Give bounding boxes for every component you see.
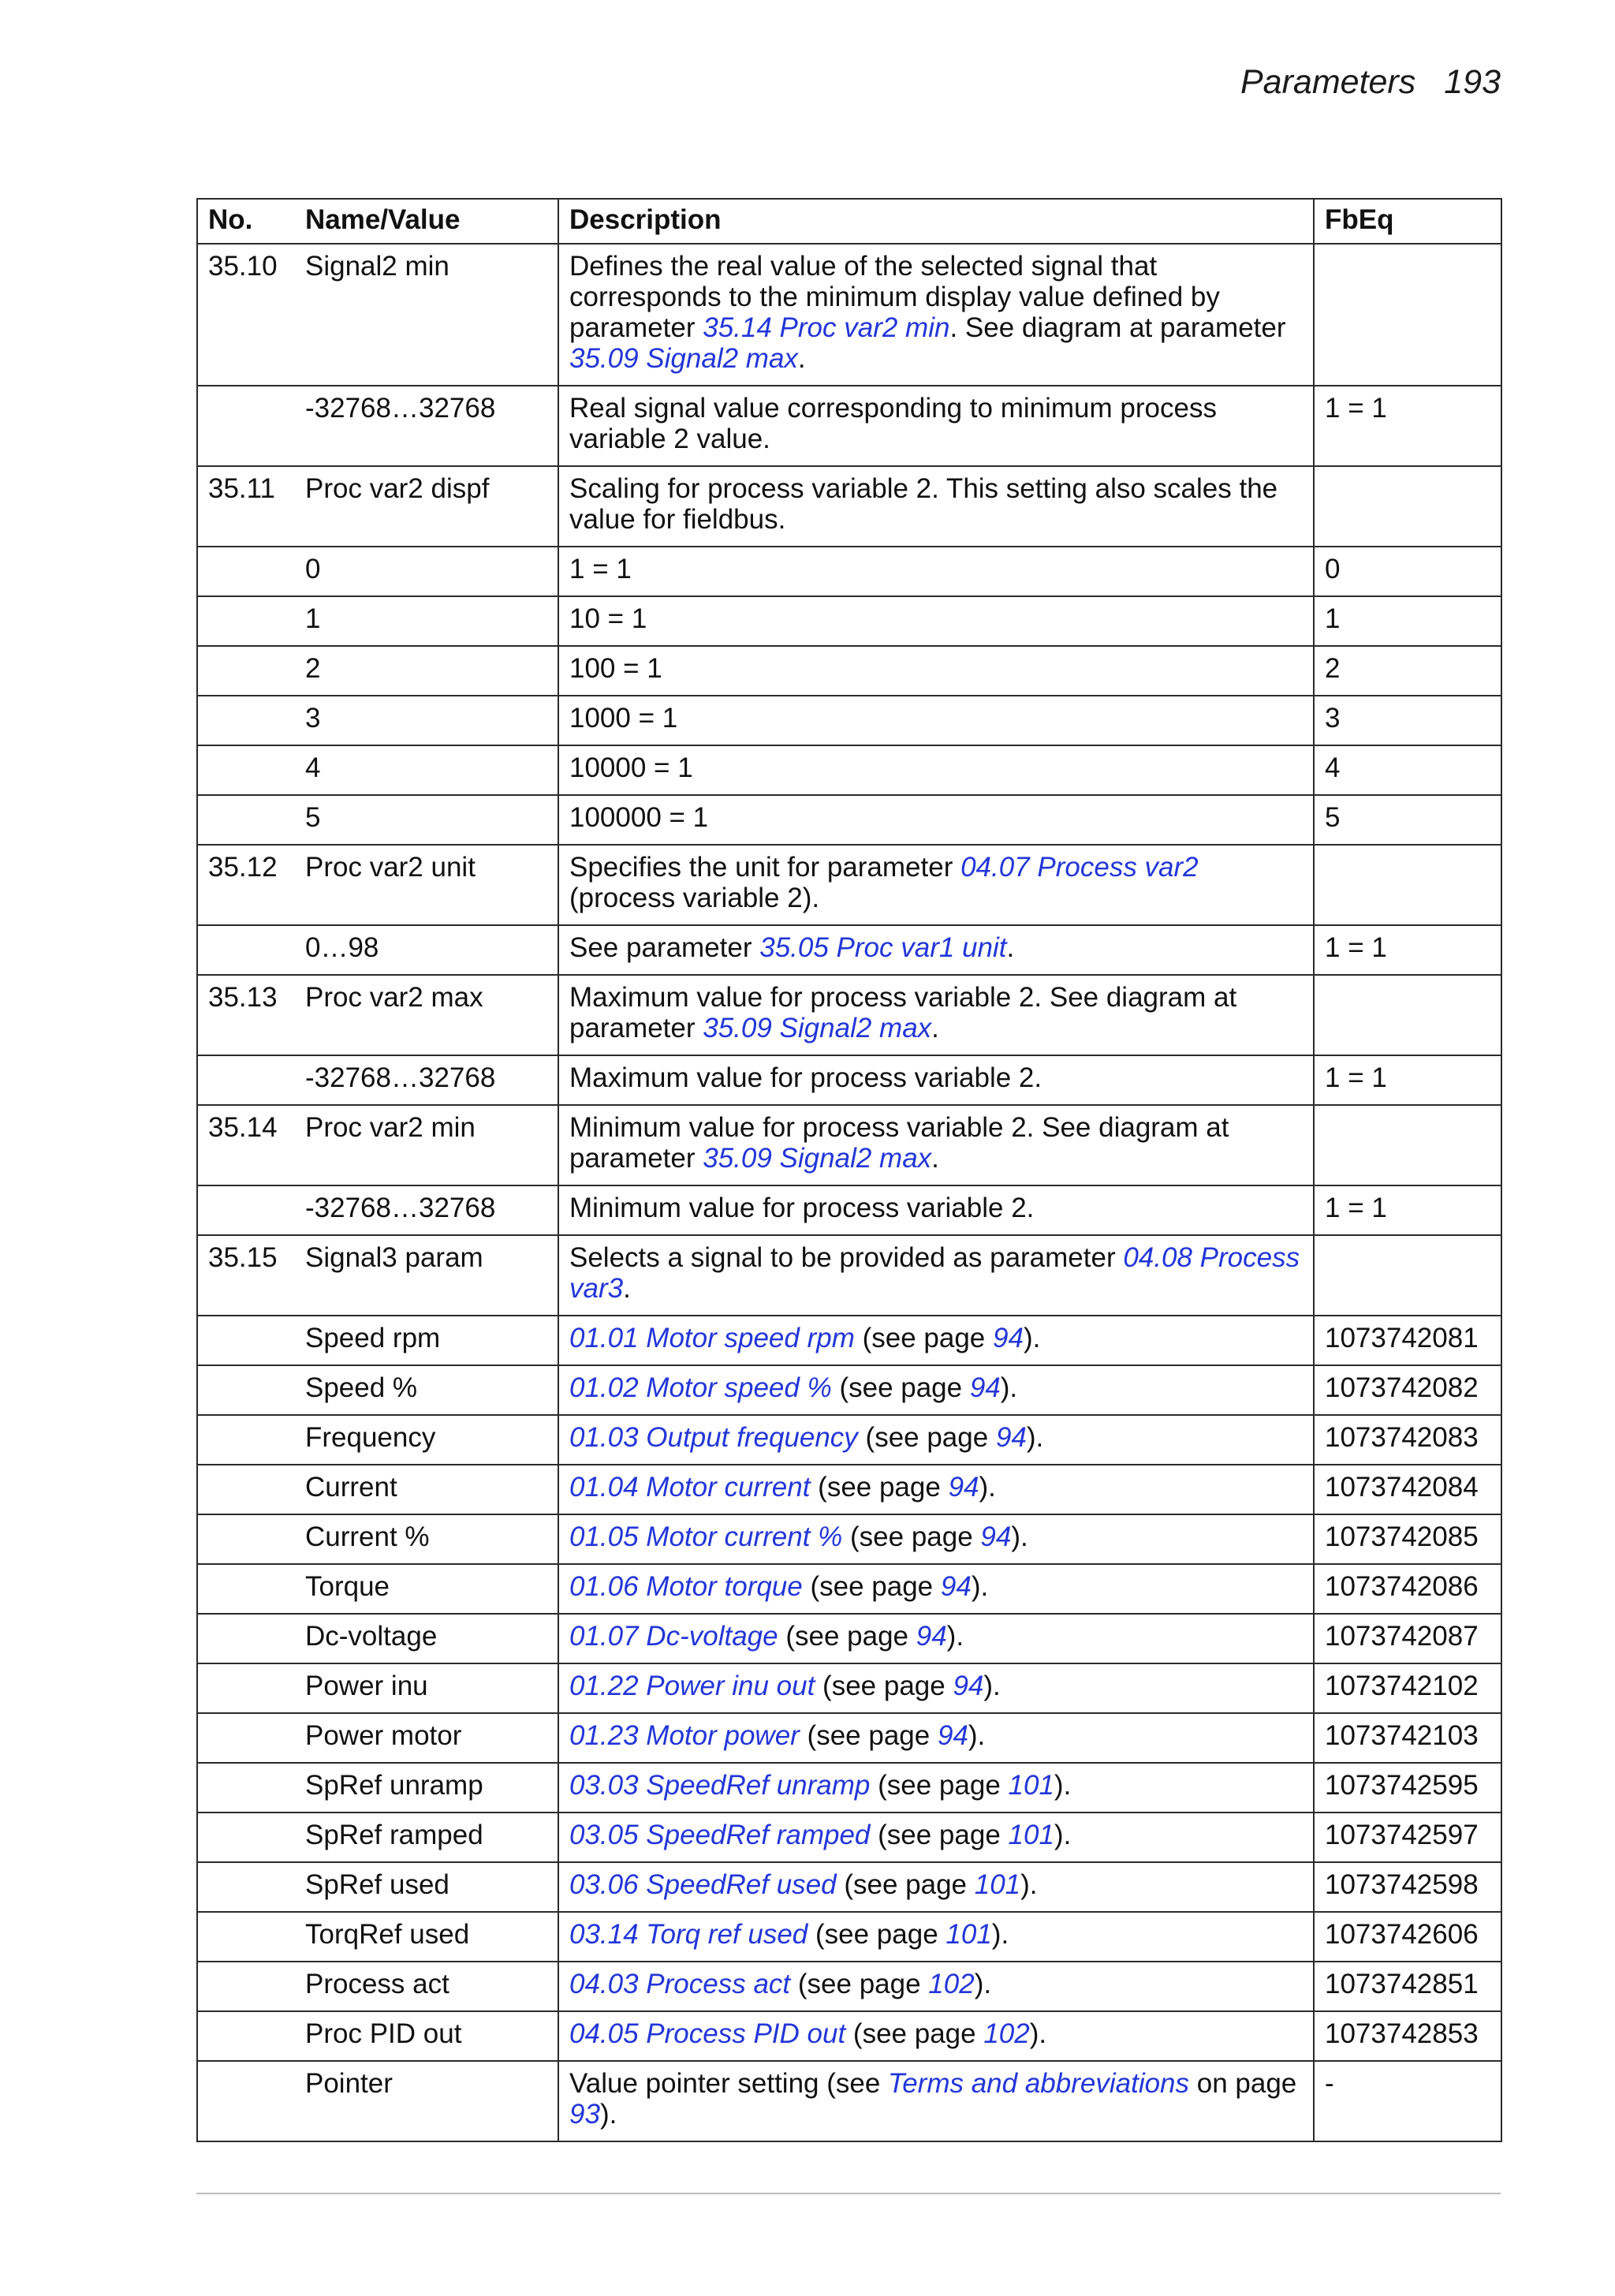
description-text: ).: [983, 1671, 1001, 1701]
table-row: [197, 975, 1501, 1055]
description-text: (see page: [799, 1720, 938, 1751]
description-cell: [558, 1055, 1314, 1105]
param-number-cell: [197, 1415, 295, 1465]
description-cell: [558, 1862, 1314, 1912]
table-row: [197, 1465, 1501, 1514]
description-text: Defines the real value of the selected signal that corresponds to the minimum display value defined by parameter: [569, 251, 1220, 343]
name-value-cell: Power motor: [295, 1713, 558, 1763]
cross-reference-link[interactable]: 04.07 Process var2: [960, 852, 1199, 883]
fbeq-cell: 1073742103: [1314, 1713, 1501, 1763]
fbeq-cell: [1314, 975, 1501, 1055]
name-value-cell: 4: [295, 745, 558, 795]
fbeq-cell: 1073742606: [1314, 1912, 1501, 1962]
fbeq-cell: 1 = 1: [1314, 925, 1501, 975]
name-value-cell: -32768…32768: [295, 386, 558, 466]
name-value-cell: Proc var2 min: [295, 1105, 558, 1185]
description-text: (see page: [790, 1969, 929, 1999]
table-row: [197, 1316, 1501, 1365]
name-value-cell: Speed rpm: [295, 1316, 558, 1365]
table-row: [197, 1763, 1501, 1813]
description-text: on page: [1189, 2068, 1297, 2099]
description-text: ).: [1011, 1521, 1028, 1552]
table-row: [197, 1564, 1501, 1614]
name-value-cell: TorqRef used: [295, 1912, 558, 1962]
table-row: [197, 745, 1501, 795]
description-cell: [558, 1514, 1314, 1564]
description-text: ).: [1026, 1422, 1044, 1453]
description-cell: [558, 1316, 1314, 1365]
description-text: 10 = 1: [569, 603, 647, 634]
param-number-cell: [197, 1465, 295, 1514]
cross-reference-link[interactable]: 101: [946, 1919, 992, 1950]
description-cell: [558, 1465, 1314, 1514]
cross-reference-link[interactable]: 102: [983, 2018, 1030, 2049]
cross-reference-link[interactable]: 04.08 Process var3: [569, 1242, 1300, 1304]
cross-reference-link[interactable]: 101: [974, 1869, 1021, 1900]
param-number-cell: [197, 1055, 295, 1105]
description-cell: [558, 845, 1314, 925]
fbeq-cell: 0: [1314, 547, 1501, 596]
cross-reference-link[interactable]: 01.01 Motor speed rpm: [569, 1323, 855, 1353]
fbeq-cell: 1: [1314, 596, 1501, 646]
description-cell: [558, 244, 1314, 386]
header-description: Description: [558, 199, 1314, 244]
description-text: ).: [979, 1472, 996, 1503]
description-text: .: [797, 343, 806, 374]
name-value-cell: Pointer: [295, 2061, 558, 2141]
param-number-cell: 35.11: [197, 466, 295, 547]
fbeq-cell: 2: [1314, 646, 1501, 696]
fbeq-cell: 1073742081: [1314, 1316, 1501, 1365]
table-row: [197, 1663, 1501, 1713]
param-number-cell: [197, 1365, 295, 1415]
cross-reference-link[interactable]: 35.09 Signal2 max: [569, 343, 798, 374]
description-cell: [558, 1912, 1314, 1962]
name-value-cell: SpRef ramped: [295, 1813, 558, 1862]
cross-reference-link[interactable]: 94: [969, 1372, 1001, 1403]
name-value-cell: Proc PID out: [295, 2011, 558, 2061]
cross-reference-link[interactable]: 01.04 Motor current: [569, 1472, 811, 1503]
description-text: Value pointer setting (see: [569, 2068, 889, 2099]
table-row: [197, 244, 1501, 386]
description-text: ).: [974, 1969, 992, 1999]
description-text: 100 = 1: [569, 653, 662, 684]
name-value-cell: Process act: [295, 1962, 558, 2011]
cross-reference-link[interactable]: 94: [916, 1621, 947, 1652]
description-cell: [558, 975, 1314, 1055]
description-text: (see page: [778, 1621, 916, 1652]
cross-reference-link[interactable]: 04.03 Process act: [569, 1969, 791, 1999]
fbeq-cell: [1314, 1235, 1501, 1316]
description-text: ).: [599, 2099, 617, 2130]
description-text: Scaling for process variable 2. This setting also scales the value for fieldbus.: [569, 473, 1278, 535]
cross-reference-link[interactable]: 101: [1008, 1770, 1054, 1801]
description-text: .: [931, 1013, 939, 1043]
table-row: [197, 1105, 1501, 1185]
description-text: (see page: [810, 1472, 949, 1503]
cross-reference-link[interactable]: 101: [1008, 1820, 1054, 1850]
fbeq-cell: -: [1314, 2061, 1501, 2141]
name-value-cell: -32768…32768: [295, 1055, 558, 1105]
table-row: [197, 925, 1501, 975]
param-number-cell: [197, 1185, 295, 1235]
description-cell: [558, 1235, 1314, 1316]
description-text: (process variable 2).: [569, 883, 820, 913]
page-number: 193: [1444, 63, 1501, 101]
param-number-cell: [197, 2011, 295, 2061]
table-row: [197, 466, 1501, 547]
description-cell: [558, 466, 1314, 547]
fbeq-cell: [1314, 845, 1501, 925]
table-row: [197, 1614, 1501, 1663]
param-number-cell: [197, 745, 295, 795]
cross-reference-link[interactable]: 01.06 Motor torque: [569, 1571, 803, 1602]
fbeq-cell: 1 = 1: [1314, 1055, 1501, 1105]
description-cell: [558, 2061, 1314, 2141]
table-row: [197, 696, 1501, 745]
fbeq-cell: 5: [1314, 795, 1501, 845]
table-row: [197, 1365, 1501, 1415]
name-value-cell: 1: [295, 596, 558, 646]
table-row: [197, 1713, 1501, 1763]
header-no: No.: [197, 199, 295, 244]
fbeq-cell: 1073742851: [1314, 1962, 1501, 2011]
cross-reference-link[interactable]: 01.22 Power inu out: [569, 1671, 815, 1701]
param-number-cell: [197, 646, 295, 696]
description-text: Maximum value for process variable 2.: [569, 1062, 1042, 1093]
param-number-cell: [197, 2061, 295, 2141]
description-text: (see page: [842, 1521, 981, 1552]
description-cell: [558, 1713, 1314, 1763]
param-number-cell: [197, 1713, 295, 1763]
description-cell: [558, 1813, 1314, 1862]
fbeq-cell: 1073742595: [1314, 1763, 1501, 1813]
name-value-cell: Torque: [295, 1564, 558, 1614]
description-text: (see page: [831, 1372, 970, 1403]
description-cell: [558, 596, 1314, 646]
description-text: (see page: [802, 1571, 941, 1602]
param-number-cell: [197, 1763, 295, 1813]
name-value-cell: 0: [295, 547, 558, 596]
description-text: (see page: [836, 1869, 975, 1900]
fbeq-cell: 4: [1314, 745, 1501, 795]
name-value-cell: Current: [295, 1465, 558, 1514]
description-text: (see page: [808, 1919, 946, 1950]
cross-reference-link[interactable]: 01.03 Output frequency: [569, 1422, 858, 1453]
cross-reference-link[interactable]: 01.05 Motor current %: [569, 1521, 843, 1552]
fbeq-cell: 1073742085: [1314, 1514, 1501, 1564]
description-cell: [558, 696, 1314, 745]
description-text: Minimum value for process variable 2. See diagram at parameter: [569, 1112, 1229, 1174]
description-text: (see page: [870, 1770, 1009, 1801]
description-text: ).: [1054, 1770, 1072, 1801]
table-row: [197, 547, 1501, 596]
description-text: 1000 = 1: [569, 703, 678, 734]
cross-reference-link[interactable]: 35.09 Signal2 max: [703, 1143, 932, 1174]
name-value-cell: 0…98: [295, 925, 558, 975]
description-cell: [558, 925, 1314, 975]
description-cell: [558, 547, 1314, 596]
description-text: 100000 = 1: [569, 802, 709, 833]
description-cell: [558, 1564, 1314, 1614]
description-text: ).: [946, 1621, 964, 1652]
cross-reference-link[interactable]: 35.05 Proc var1 unit: [759, 932, 1007, 963]
description-cell: [558, 386, 1314, 466]
param-number-cell: [197, 386, 295, 466]
table-row: [197, 386, 1501, 466]
cross-reference-link[interactable]: 01.02 Motor speed %: [569, 1372, 832, 1403]
description-text: ).: [971, 1571, 989, 1602]
table-row: [197, 2011, 1501, 2061]
fbeq-cell: 1073742082: [1314, 1365, 1501, 1415]
cross-reference-link[interactable]: 03.14 Torq ref used: [569, 1919, 808, 1950]
description-text: Minimum value for process variable 2.: [569, 1193, 1035, 1223]
cross-reference-link[interactable]: 04.05 Process PID out: [569, 2018, 846, 2049]
table-row: [197, 1185, 1501, 1235]
description-cell: [558, 1614, 1314, 1663]
table-row: [197, 646, 1501, 696]
param-number-cell: [197, 1813, 295, 1862]
cross-reference-link[interactable]: 03.05 SpeedRef ramped: [569, 1820, 871, 1850]
table-row: [197, 795, 1501, 845]
param-number-cell: 35.15: [197, 1235, 295, 1316]
fbeq-cell: [1314, 1105, 1501, 1185]
description-text: 1 = 1: [569, 554, 632, 584]
cross-reference-link[interactable]: Terms and abbreviations: [888, 2068, 1190, 2099]
description-text: (see page: [845, 2018, 984, 2049]
cross-reference-link[interactable]: 102: [928, 1969, 975, 1999]
description-text: . See diagram at parameter: [949, 312, 1286, 343]
fbeq-cell: 1073742102: [1314, 1663, 1501, 1713]
cross-reference-link[interactable]: 94: [948, 1472, 979, 1503]
name-value-cell: Speed %: [295, 1365, 558, 1415]
description-text: ).: [1054, 1820, 1072, 1850]
description-cell: [558, 1962, 1314, 2011]
cross-reference-link[interactable]: 03.03 SpeedRef unramp: [569, 1770, 871, 1801]
cross-reference-link[interactable]: 94: [995, 1422, 1027, 1453]
fbeq-cell: 3: [1314, 696, 1501, 745]
header-fbeq: FbEq: [1314, 199, 1501, 244]
cross-reference-link[interactable]: 94: [993, 1323, 1024, 1353]
table-row: [197, 1912, 1501, 1962]
param-number-cell: 35.13: [197, 975, 295, 1055]
description-text: (see page: [815, 1671, 953, 1701]
table-body: [197, 244, 1501, 2141]
fbeq-cell: 1 = 1: [1314, 1185, 1501, 1235]
page-header: [1240, 63, 1501, 102]
description-text: .: [931, 1143, 939, 1174]
param-number-cell: [197, 1962, 295, 2011]
table-row: [197, 1514, 1501, 1564]
param-number-cell: [197, 925, 295, 975]
description-text: ).: [1000, 1372, 1018, 1403]
description-text: ).: [968, 1720, 986, 1751]
name-value-cell: Power inu: [295, 1663, 558, 1713]
cross-reference-link[interactable]: 01.07 Dc-voltage: [569, 1621, 778, 1652]
fbeq-cell: [1314, 466, 1501, 547]
fbeq-cell: 1073742087: [1314, 1614, 1501, 1663]
description-text: (see page: [854, 1323, 993, 1353]
cross-reference-link[interactable]: 03.06 SpeedRef used: [569, 1869, 837, 1900]
fbeq-cell: 1073742597: [1314, 1813, 1501, 1862]
param-number-cell: 35.10: [197, 244, 295, 386]
section-title: Parameters: [1240, 63, 1416, 101]
description-cell: [558, 646, 1314, 696]
table-row: [197, 1862, 1501, 1912]
name-value-cell: Dc-voltage: [295, 1614, 558, 1663]
description-text: ).: [991, 1919, 1009, 1950]
name-value-cell: Frequency: [295, 1415, 558, 1465]
cross-reference-link[interactable]: 94: [937, 1720, 968, 1751]
table-row: [197, 596, 1501, 646]
name-value-cell: Current %: [295, 1514, 558, 1564]
description-text: ).: [1029, 2018, 1047, 2049]
description-text: Maximum value for process variable 2. See diagram at parameter: [569, 982, 1237, 1043]
description-cell: [558, 2011, 1314, 2061]
name-value-cell: Proc var2 dispf: [295, 466, 558, 547]
description-text: Specifies the unit for parameter: [569, 852, 961, 883]
description-text: .: [1006, 932, 1015, 963]
table-row: [197, 1235, 1501, 1316]
description-cell: [558, 1663, 1314, 1713]
name-value-cell: 5: [295, 795, 558, 845]
name-value-cell: Proc var2 max: [295, 975, 558, 1055]
header-name-value: Name/Value: [295, 199, 558, 244]
fbeq-cell: [1314, 244, 1501, 386]
param-number-cell: [197, 596, 295, 646]
cross-reference-link[interactable]: 35.09 Signal2 max: [703, 1013, 932, 1043]
fbeq-cell: 1073742084: [1314, 1465, 1501, 1514]
cross-reference-link[interactable]: 94: [940, 1571, 972, 1602]
param-number-cell: [197, 1316, 295, 1365]
description-text: 10000 = 1: [569, 752, 693, 783]
table-row: [197, 1813, 1501, 1862]
param-number-cell: [197, 1912, 295, 1962]
name-value-cell: Signal3 param: [295, 1235, 558, 1316]
fbeq-cell: 1073742086: [1314, 1564, 1501, 1614]
param-number-cell: [197, 1564, 295, 1614]
description-cell: [558, 1105, 1314, 1185]
description-text: .: [623, 1273, 631, 1304]
name-value-cell: 2: [295, 646, 558, 696]
cross-reference-link[interactable]: 94: [953, 1671, 984, 1701]
param-number-cell: [197, 1514, 295, 1564]
table-row: [197, 1055, 1501, 1105]
description-text: ).: [1023, 1323, 1041, 1353]
description-cell: [558, 795, 1314, 845]
table-header-row: [197, 199, 1501, 244]
cross-reference-link[interactable]: 01.23 Motor power: [569, 1720, 800, 1751]
description-text: Selects a signal to be provided as parameter: [569, 1242, 1124, 1273]
param-number-cell: [197, 696, 295, 745]
fbeq-cell: 1073742598: [1314, 1862, 1501, 1912]
description-text: (see page: [857, 1422, 996, 1453]
table-row: [197, 1962, 1501, 2011]
param-number-cell: [197, 547, 295, 596]
param-number-cell: [197, 1862, 295, 1912]
param-number-cell: 35.12: [197, 845, 295, 925]
description-cell: [558, 1185, 1314, 1235]
fbeq-cell: 1073742083: [1314, 1415, 1501, 1465]
name-value-cell: -32768…32768: [295, 1185, 558, 1235]
cross-reference-link[interactable]: 93: [569, 2099, 600, 2130]
name-value-cell: Signal2 min: [295, 244, 558, 386]
table-row: [197, 2061, 1501, 2141]
table-row: [197, 1415, 1501, 1465]
cross-reference-link[interactable]: 35.14 Proc var2 min: [703, 312, 950, 343]
param-number-cell: [197, 795, 295, 845]
parameter-table: [196, 198, 1502, 2142]
name-value-cell: Proc var2 unit: [295, 845, 558, 925]
table-row: [197, 845, 1501, 925]
footer-divider: [196, 2193, 1501, 2194]
description-cell: [558, 745, 1314, 795]
cross-reference-link[interactable]: 94: [980, 1521, 1012, 1552]
fbeq-cell: 1073742853: [1314, 2011, 1501, 2061]
param-number-cell: [197, 1663, 295, 1713]
description-cell: [558, 1763, 1314, 1813]
param-number-cell: 35.14: [197, 1105, 295, 1185]
description-text: Real signal value corresponding to minimum process variable 2 value.: [569, 393, 1217, 454]
name-value-cell: SpRef unramp: [295, 1763, 558, 1813]
description-cell: [558, 1415, 1314, 1465]
description-text: See parameter: [569, 932, 760, 963]
name-value-cell: SpRef used: [295, 1862, 558, 1912]
param-number-cell: [197, 1614, 295, 1663]
name-value-cell: 3: [295, 696, 558, 745]
fbeq-cell: 1 = 1: [1314, 386, 1501, 466]
description-text: ).: [1020, 1869, 1038, 1900]
description-text: (see page: [870, 1820, 1009, 1850]
description-cell: [558, 1365, 1314, 1415]
